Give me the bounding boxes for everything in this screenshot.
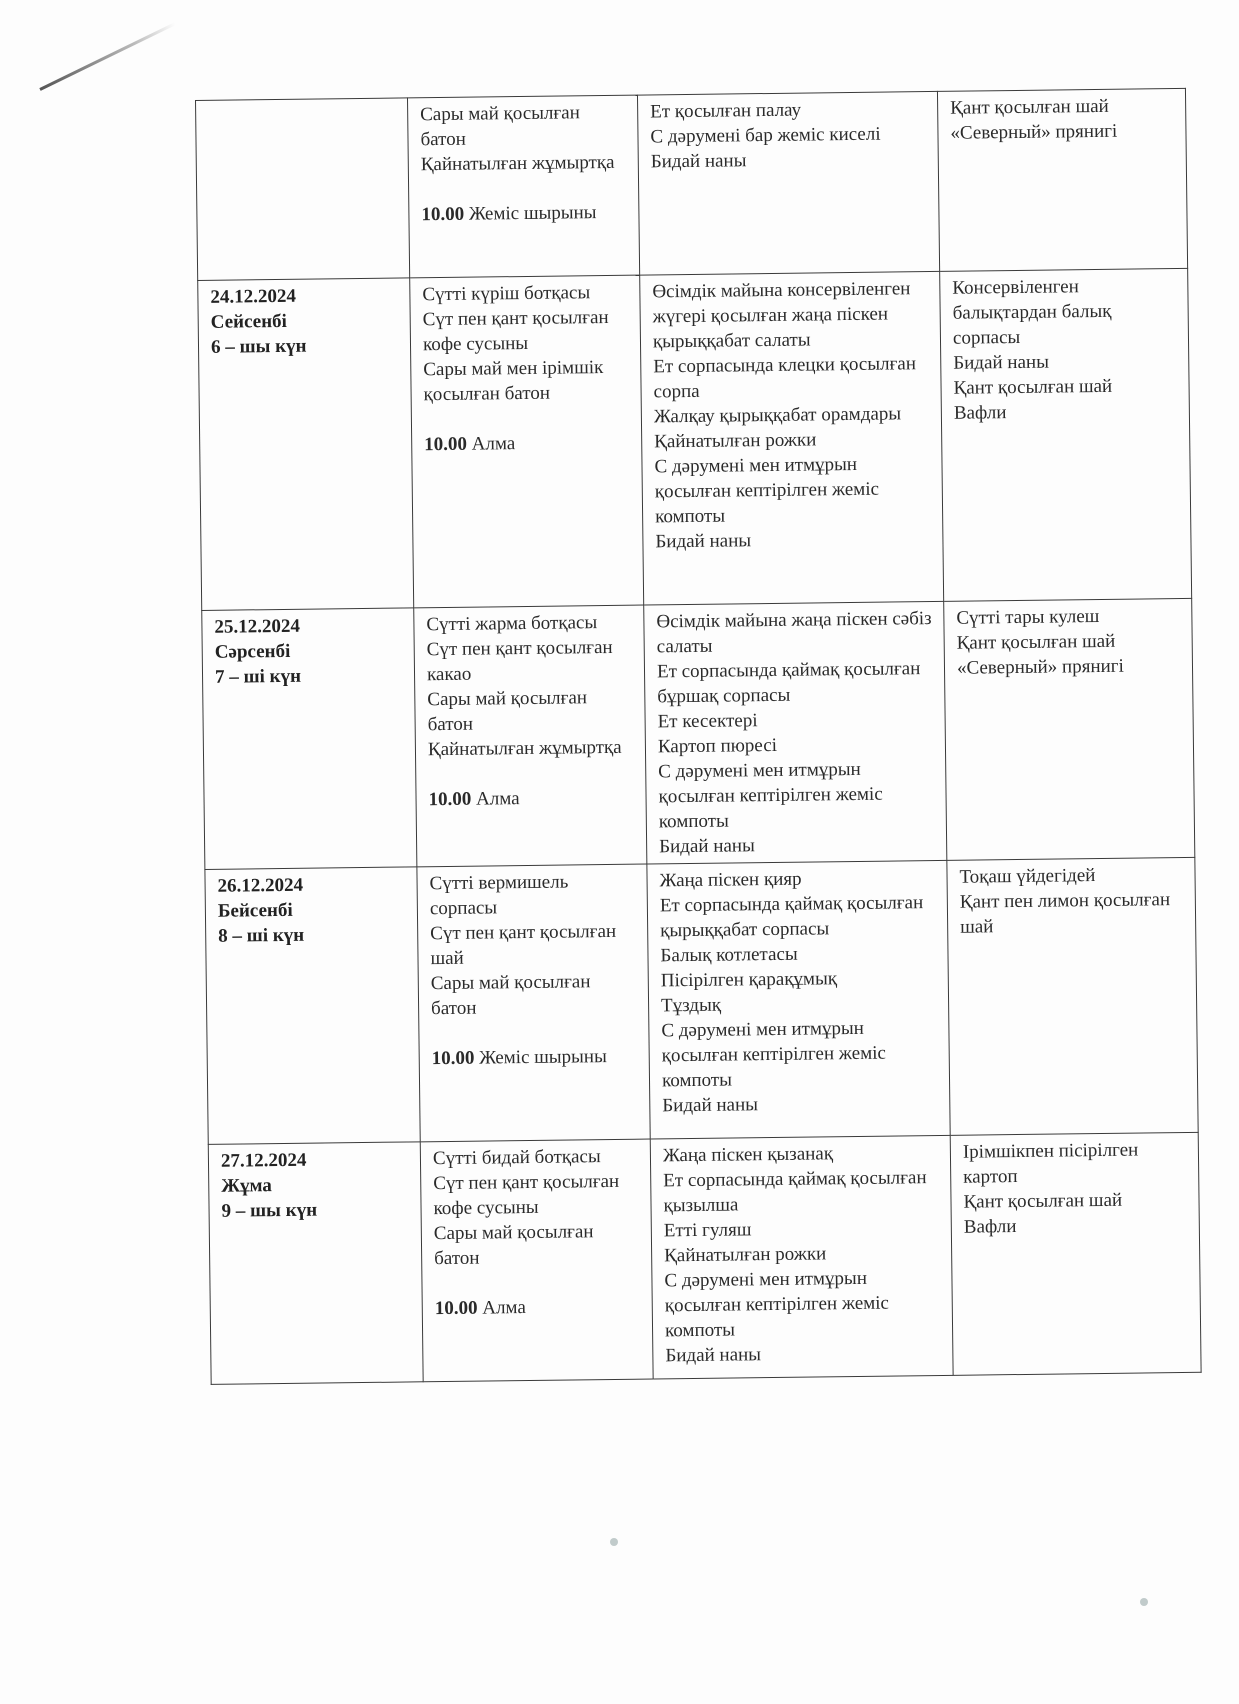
spacer: [431, 1019, 640, 1047]
breakfast-item: Қайнатылған жұмыртқа: [420, 151, 615, 176]
breakfast-item: Сары май мен ірімшік қосылған батон: [423, 357, 604, 406]
lunch-item: Өсімдік майына консервіленген жүгері қосылған жаңа піскен қырыққабат салаты: [652, 278, 911, 353]
breakfast-cell: [417, 864, 650, 1142]
spacer: [424, 405, 633, 433]
lunch-item: Жаңа піскен қияр: [659, 868, 802, 892]
breakfast-item: Сары май қосылған батон: [430, 971, 591, 1020]
menu-row: [208, 1132, 1201, 1384]
afternoon-item: Сүтті тары кулеш: [956, 605, 1100, 629]
snack-item: Алма: [471, 433, 516, 455]
breakfast-item: Сүтті жарма ботқасы: [426, 612, 598, 636]
afternoon-item: Қант қосылған шай: [956, 630, 1116, 654]
spacer: [421, 175, 630, 203]
breakfast-item: Сүтті бидай ботқасы: [432, 1146, 601, 1170]
breakfast-cell: [420, 1139, 653, 1382]
snack-item: Жеміс шырыны: [468, 202, 597, 225]
lunch-item: Ет кесектері: [657, 710, 758, 733]
date-cell: [198, 278, 414, 611]
day-number: 9 – шы күн: [221, 1199, 318, 1222]
lunch-item: Пісірілген қарақұмық: [660, 968, 838, 992]
breakfast-item: Сүтті күріш ботқасы: [422, 282, 591, 306]
weekday-label: Сейсенбі: [210, 310, 288, 333]
afternoon-item: Вафли: [953, 402, 1007, 424]
lunch-cell: [637, 91, 939, 275]
lunch-item: Ет сорпасында қаймақ қосылған қырыққабат сорпасы: [659, 892, 924, 942]
lunch-item: Балық котлетасы: [660, 943, 798, 967]
breakfast-item: Сүт пен қант қосылған кофе сусыны: [433, 1170, 620, 1220]
lunch-item: Өсімдік майына жаңа піскен сәбіз салаты: [656, 608, 932, 658]
lunch-item: Етті гуляш: [663, 1219, 752, 1242]
lunch-item: С дәрумені бар жеміс киселі: [650, 123, 881, 148]
lunch-item: Жаңа піскен қызанақ: [662, 1143, 834, 1167]
afternoon-item: Қант қосылған шай: [950, 95, 1109, 119]
afternoon-cell: [947, 857, 1198, 1135]
afternoon-item: Қант пен лимон қосылған шай: [959, 889, 1171, 938]
lunch-item: С дәрумені мен итмұрын қосылған кептірілген жеміс компоты: [664, 1267, 890, 1342]
snack-time: 10.00: [421, 203, 465, 226]
menu-row: [196, 88, 1188, 280]
weekday-label: Сәрсенбі: [214, 640, 291, 663]
day-number: 6 – шы күн: [210, 335, 307, 358]
lunch-item: Тұздық: [660, 994, 722, 1017]
lunch-cell: [650, 1135, 953, 1379]
day-date: 26.12.2024: [217, 874, 304, 897]
lunch-cell: [640, 271, 944, 605]
breakfast-item: Сүт пен қант қосылған кофе сусыны: [422, 306, 609, 356]
snack-item: Жеміс шырыны: [479, 1046, 607, 1069]
afternoon-item: Тоқаш үйдегідей: [959, 865, 1096, 888]
afternoon-item: Қант қосылған шай: [953, 375, 1113, 399]
afternoon-item: «Северный» прянигі: [950, 120, 1118, 144]
afternoon-cell: [940, 268, 1192, 601]
lunch-item: С дәрумені мен итмұрын қосылған кептірілген жеміс компоты: [654, 453, 880, 528]
breakfast-item: Сары май қосылған батон: [427, 687, 588, 736]
day-number: [208, 103, 399, 105]
lunch-item: Қайнатылған рожки: [654, 429, 817, 453]
lunch-item: Бидай наны: [659, 835, 755, 858]
afternoon-item: Қант қосылған шай: [963, 1189, 1123, 1213]
lunch-item: Ет сорпасында қаймақ қосылған қызылша: [663, 1167, 927, 1217]
spacer: [428, 760, 637, 788]
snack-time: 10.00: [431, 1047, 475, 1070]
breakfast-item: Сары май қосылған батон: [420, 102, 580, 151]
lunch-item: Ет сорпасында клецки қосылған сорпа: [653, 353, 917, 403]
date-cell: [202, 608, 417, 870]
snack-time: 10.00: [428, 788, 472, 811]
snack-entry: [435, 1294, 644, 1322]
date-cell: [196, 98, 410, 281]
lunch-cell: [647, 860, 950, 1139]
snack-entry: [421, 200, 630, 228]
snack-entry: [424, 430, 633, 458]
lunch-item: Картоп пюресі: [657, 734, 778, 758]
day-number: 7 – ші күн: [214, 665, 302, 688]
spacer: [434, 1269, 643, 1297]
weekday-label: Бейсенбі: [217, 899, 293, 922]
breakfast-item: Сүт пен қант қосылған шай: [430, 920, 617, 970]
lunch-item: Бидай наны: [650, 150, 747, 173]
day-date: [208, 103, 399, 105]
day-date: 24.12.2024: [210, 285, 297, 308]
afternoon-item: Бидай наны: [953, 351, 1050, 374]
breakfast-cell: [407, 95, 639, 278]
snack-entry: [432, 1044, 641, 1072]
lunch-item: С дәрумені мен итмұрын қосылған кептірілген жеміс компоты: [661, 1017, 886, 1092]
lunch-item: Ет қосылған палау: [650, 99, 802, 123]
snack-time: 10.00: [424, 433, 468, 456]
scan-edge-mark: [39, 22, 175, 90]
day-date: 27.12.2024: [220, 1149, 307, 1172]
breakfast-item: Сары май қосылған батон: [433, 1221, 594, 1270]
scan-speck: [1140, 1598, 1148, 1606]
snack-entry: [428, 785, 637, 813]
lunch-item: Бидай наны: [665, 1344, 762, 1367]
scan-speck: [610, 1538, 618, 1546]
lunch-cell: [644, 601, 947, 864]
date-cell: [208, 1142, 423, 1385]
menu-table: [195, 88, 1202, 1385]
snack-item: Алма: [482, 1297, 526, 1319]
lunch-item: Бидай наны: [662, 1094, 759, 1117]
breakfast-cell: [410, 275, 644, 608]
afternoon-cell: [944, 598, 1195, 860]
afternoon-cell: [937, 88, 1187, 271]
lunch-item: Қайнатылған рожки: [664, 1243, 827, 1267]
afternoon-item: Консервіленген балықтардан балық сорпасы: [952, 276, 1112, 349]
menu-page: [195, 88, 1201, 1385]
menu-row: [205, 857, 1198, 1144]
snack-time: 10.00: [434, 1297, 478, 1320]
afternoon-item: «Северный» прянигі: [956, 655, 1124, 679]
lunch-item: Жалқау қырыққабат орамдары: [653, 403, 902, 428]
menu-row: [202, 598, 1195, 869]
afternoon-cell: [950, 1132, 1201, 1375]
lunch-item: С дәрумені мен итмұрын қосылған кептірілген жеміс компоты: [658, 758, 883, 833]
afternoon-item: Вафли: [963, 1216, 1017, 1238]
date-cell: [205, 867, 420, 1145]
menu-row: [198, 268, 1192, 610]
breakfast-item: Қайнатылған жұмыртқа: [427, 736, 622, 761]
day-date: 25.12.2024: [214, 615, 301, 638]
snack-item: Алма: [475, 788, 520, 810]
weekday-label: [208, 103, 399, 105]
breakfast-cell: [414, 605, 647, 867]
day-number: 8 – ші күн: [218, 924, 305, 947]
lunch-item: Ет сорпасында қаймақ қосылған бұршақ сорпасы: [656, 658, 921, 708]
breakfast-item: Сүт пен қант қосылған какао: [426, 636, 613, 686]
weekday-label: Жұма: [221, 1175, 273, 1197]
afternoon-item: Ірімшікпен пісірілген картоп: [962, 1139, 1139, 1188]
lunch-item: Бидай наны: [655, 530, 752, 553]
breakfast-item: Сүтті вермишель сорпасы: [429, 871, 569, 920]
